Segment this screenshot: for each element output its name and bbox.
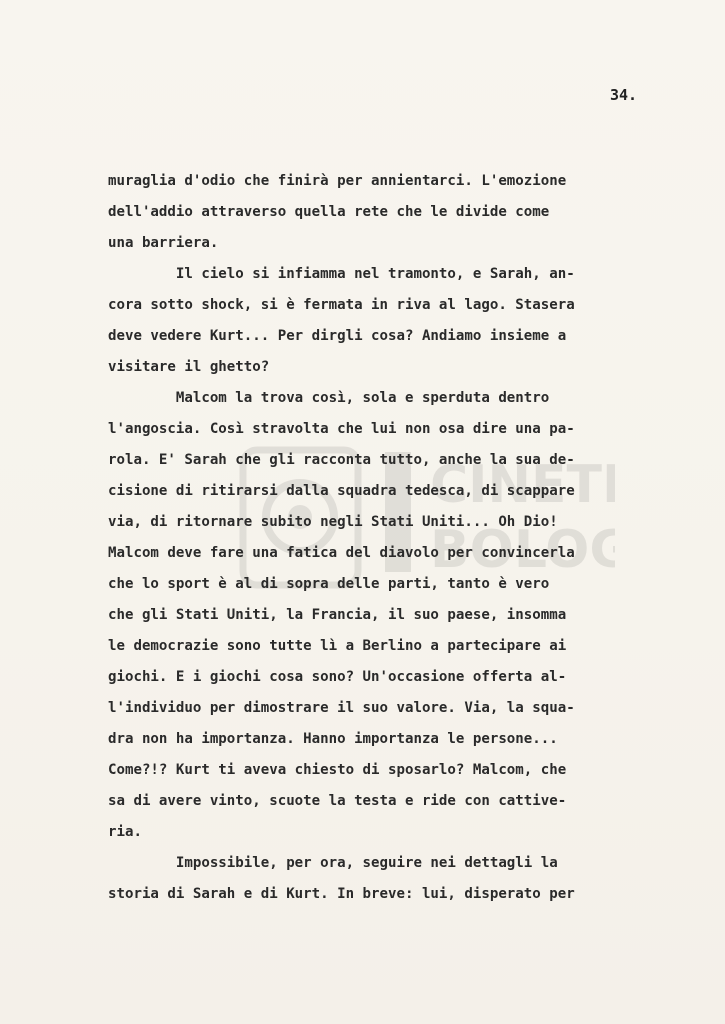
text-line: via, di ritornare subito negli Stati Uniti... Oh Dio! xyxy=(108,514,558,530)
text-line: ria. xyxy=(108,824,142,840)
text-line: Il cielo si infiamma nel tramonto, e Sarah, an- xyxy=(108,266,575,282)
text-line: una barriera. xyxy=(108,235,219,251)
text-line: Impossibile, per ora, seguire nei dettagli la xyxy=(108,855,558,871)
text-line: Malcom deve fare una fatica del diavolo per convincerla xyxy=(108,545,575,561)
text-line: l'angoscia. Così stravolta che lui non osa dire una pa- xyxy=(108,421,575,437)
text-line: dra non ha importanza. Hanno importanza le persone... xyxy=(108,731,558,747)
text-line: storia di Sarah e di Kurt. In breve: lui, disperato per xyxy=(108,886,575,902)
text-line: che gli Stati Uniti, la Francia, il suo paese, insomma xyxy=(108,607,567,623)
text-line: rola. E' Sarah che gli racconta tutto, anche la sua de- xyxy=(108,452,575,468)
text-line: visitare il ghetto? xyxy=(108,359,270,375)
text-line: cora sotto shock, si è fermata in riva al lago. Stasera xyxy=(108,297,575,313)
text-line: cisione di ritirarsi dalla squadra tedesca, di scappare xyxy=(108,483,575,499)
svg-text:BOLOGNA: BOLOG xyxy=(430,520,615,580)
text-line: sa di avere vinto, scuote la testa e ride con cattive- xyxy=(108,793,567,809)
text-line: deve vedere Kurt... Per dirgli cosa? Andiamo insieme a xyxy=(108,328,567,344)
page-number: 34. xyxy=(610,86,638,104)
text-line: dell'addio attraverso quella rete che le divide come xyxy=(108,204,550,220)
text-line: che lo sport è al di sopra delle parti, tanto è vero xyxy=(108,576,550,592)
watermark-text: CINET xyxy=(430,455,603,515)
text-line: Come?!? Kurt ti aveva chiesto di sposarlo? Malcom, che xyxy=(108,762,567,778)
text-line: giochi. E i giochi cosa sono? Un'occasione offerta al- xyxy=(108,669,567,685)
text-line: Malcom la trova così, sola e sperduta dentro xyxy=(108,390,550,406)
text-line: muraglia d'odio che finirà per annientarci. L'emozione xyxy=(108,173,567,189)
text-line: le democrazie sono tutte lì a Berlino a partecipare ai xyxy=(108,638,567,654)
text-line: l'individuo per dimostrare il suo valore. Via, la squa- xyxy=(108,700,575,716)
